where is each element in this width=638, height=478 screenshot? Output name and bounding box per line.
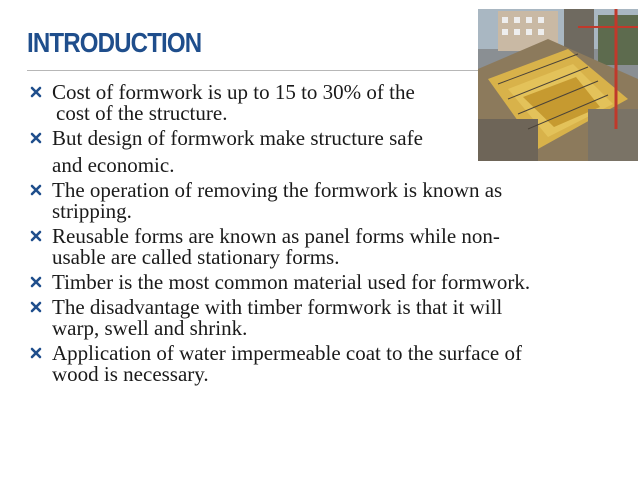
list-item bbox=[30, 297, 610, 339]
x-mark-icon bbox=[30, 347, 42, 359]
bullet-text: usable are called stationary forms. bbox=[52, 245, 340, 269]
title-divider bbox=[27, 70, 479, 71]
bullet-text: The operation of removing the formwork is known as bbox=[52, 178, 503, 202]
x-mark-icon bbox=[30, 230, 42, 242]
bullet-text: warp, swell and shrink. bbox=[52, 316, 248, 340]
bullet-text: and economic. bbox=[52, 153, 175, 177]
bullet-text: Reusable forms are known as panel forms while non- bbox=[52, 224, 500, 248]
list-item bbox=[30, 128, 610, 176]
x-mark-icon bbox=[30, 184, 42, 196]
list-item bbox=[30, 272, 610, 293]
bullet-text: cost of the structure. bbox=[56, 101, 228, 125]
bullet-text: wood is necessary. bbox=[52, 362, 209, 386]
list-item bbox=[30, 180, 610, 222]
bullet-text: Timber is the most common material used for formwork. bbox=[52, 270, 531, 294]
bullet-text: Application of water impermeable coat to the surface of bbox=[52, 341, 522, 365]
slide-title: INTRODUCTION bbox=[27, 27, 202, 58]
bullet-list bbox=[30, 82, 610, 389]
bullet-text: But design of formwork make structure safe bbox=[52, 126, 423, 150]
list-item bbox=[30, 82, 610, 124]
x-mark-icon bbox=[30, 86, 42, 98]
list-item bbox=[30, 226, 610, 268]
bullet-text: Cost of formwork is up to 15 to 30% of the bbox=[52, 80, 415, 104]
x-mark-icon bbox=[30, 301, 42, 313]
list-item bbox=[30, 343, 610, 385]
bullet-text: The disadvantage with timber formwork is that it will bbox=[52, 295, 503, 319]
bullet-text: stripping. bbox=[52, 199, 132, 223]
x-mark-icon bbox=[30, 276, 42, 288]
x-mark-icon bbox=[30, 132, 42, 144]
